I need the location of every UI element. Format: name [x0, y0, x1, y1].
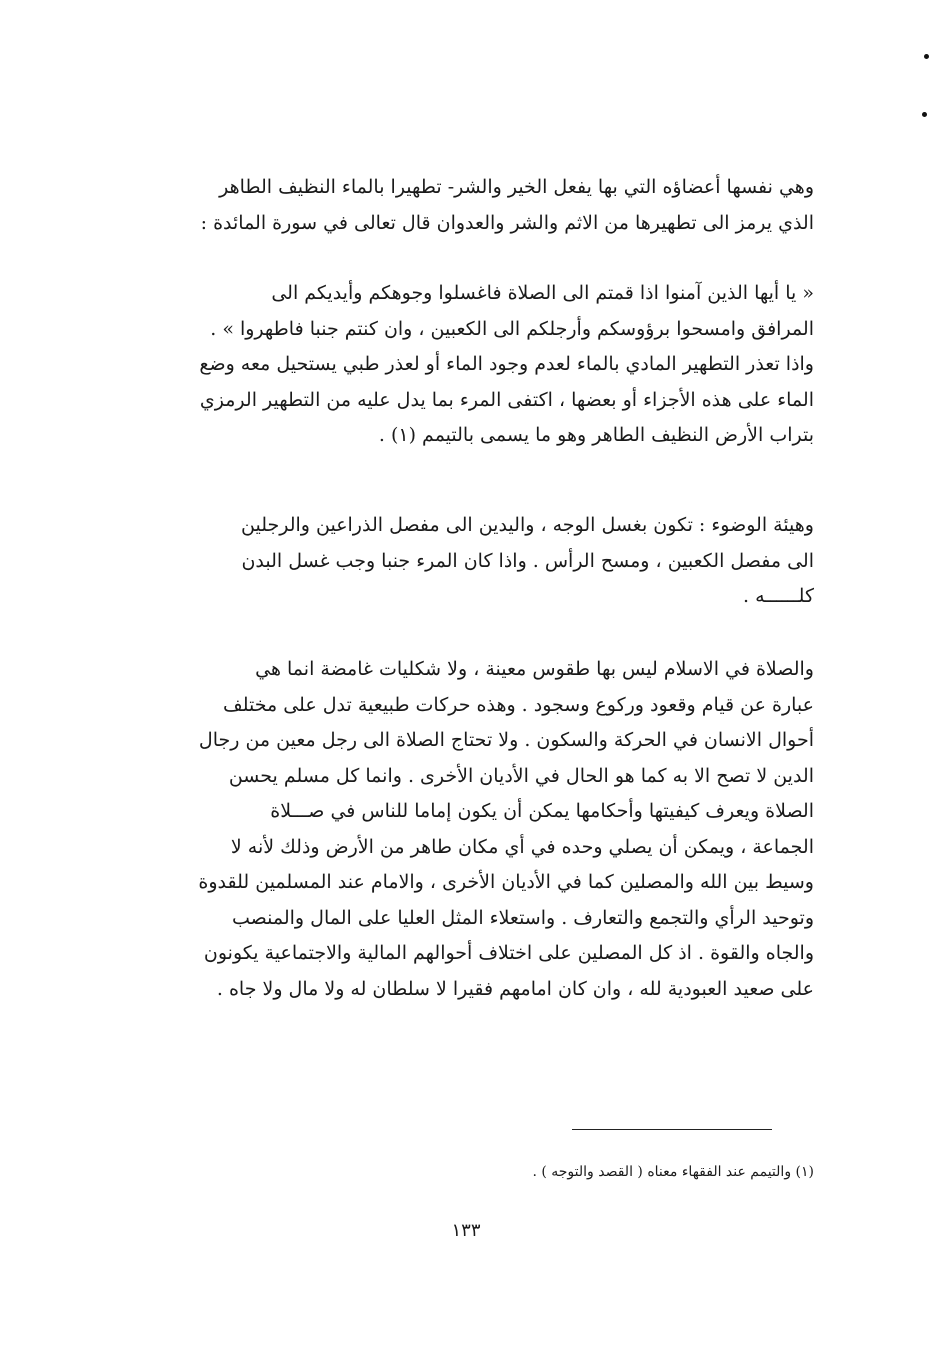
text-line: الى مفصل الكعبين ، ومسح الرأس . واذا كان المرء جنبا وجب غسل البدن: [241, 549, 814, 572]
text-line: الجماعة ، ويمكن أن يصلي وحده في أي مكان طاهر من الأرض وذلك لأنه لا: [230, 835, 814, 858]
text-line: الماء على هذه الأجزاء أو بعضها ، اكتفى المرء بما يدل عليه من التطهير الرمزي: [199, 388, 814, 411]
text-line: « يا أيها الذين آمنوا اذا قمتم الى الصلاة فاغسلوا وجوهكم وأيديكم الى: [271, 282, 814, 304]
text-line: عبارة عن قيام وقعود وركوع وسجود . وهذه حركات طبيعية تدل على مختلف: [223, 693, 814, 716]
text-line: المرافق وامسحوا برؤوسكم وأرجلكم الى الكعبين ، وان كنتم جنبا فاطهروا » .: [210, 317, 814, 340]
text-line: والجاه والقوة . اذ كل المصلين على اختلاف أحوالهم المالية والاجتماعية يكونون: [203, 942, 814, 964]
page-number: ١٣٣: [451, 1220, 481, 1241]
text-line: بتراب الأرض النظيف الطاهر وهو ما يسمى بالتيمم (١) .: [378, 424, 814, 446]
text-line: واذا تعذر التطهير المادي بالماء لعدم وجود الماء أو لعذر طبي يستحيل معه وضع: [199, 353, 814, 375]
text-line: وهيئة الوضوء : تكون بغسل الوجه ، واليدين الى مفصل الذراعين والرجلين: [241, 514, 814, 536]
paragraph-1: [128, 170, 814, 241]
text-line: والصلاة في الاسلام ليس بها طقوس معينة ، ولا شكليات غامضة انما هي: [255, 658, 814, 680]
text-line: على صعيد العبودية لله ، وان كان امامهم فقيرا لا سلطان له ولا مال ولا جاه .: [216, 977, 814, 1000]
text-line: أحوال الانسان في الحركة والسكون . ولا تحتاج الصلاة الى رجل معين من رجال: [198, 729, 814, 751]
paragraph-2-quran-quote: [128, 276, 814, 454]
text-line: كلــــــه .: [743, 585, 814, 607]
margin-speck: [924, 54, 929, 59]
footnote: (١) والتيمم عند الفقهاء معناه ( القصد والتوجه ) .: [532, 1164, 814, 1180]
text-line: وتوحيد الرأي والتجمع والتعارف . واستعلاء المثل العليا على المال والمنصب: [232, 906, 814, 929]
text-line: وهي نفسها أعضاؤه التي بها يفعل الخير والشر- تطهيرا بالماء النظيف الطاهر: [219, 176, 814, 198]
text-line: الصلاة ويعرف كيفيتها وأحكامها يمكن أن يكون إماما للناس في صـــلاة: [270, 800, 814, 822]
text-line: وسيط بين الله والمصلين كما في الأديان الأخرى ، والامام عند المسلمين للقدوة: [198, 871, 814, 893]
text-line: الذي يرمز الى تطهيرها من الاثم والشر والعدوان قال تعالى في سورة المائدة :: [200, 211, 814, 234]
paragraph-3-wudu: [128, 508, 814, 615]
paragraph-4-salah: [128, 652, 814, 1007]
footnote-separator: [572, 1129, 772, 1130]
margin-speck: [922, 112, 927, 117]
text-line: الدين لا تصح الا به كما هو الحال في الأديان الأخرى . وانما كل مسلم يحسن: [228, 764, 814, 787]
